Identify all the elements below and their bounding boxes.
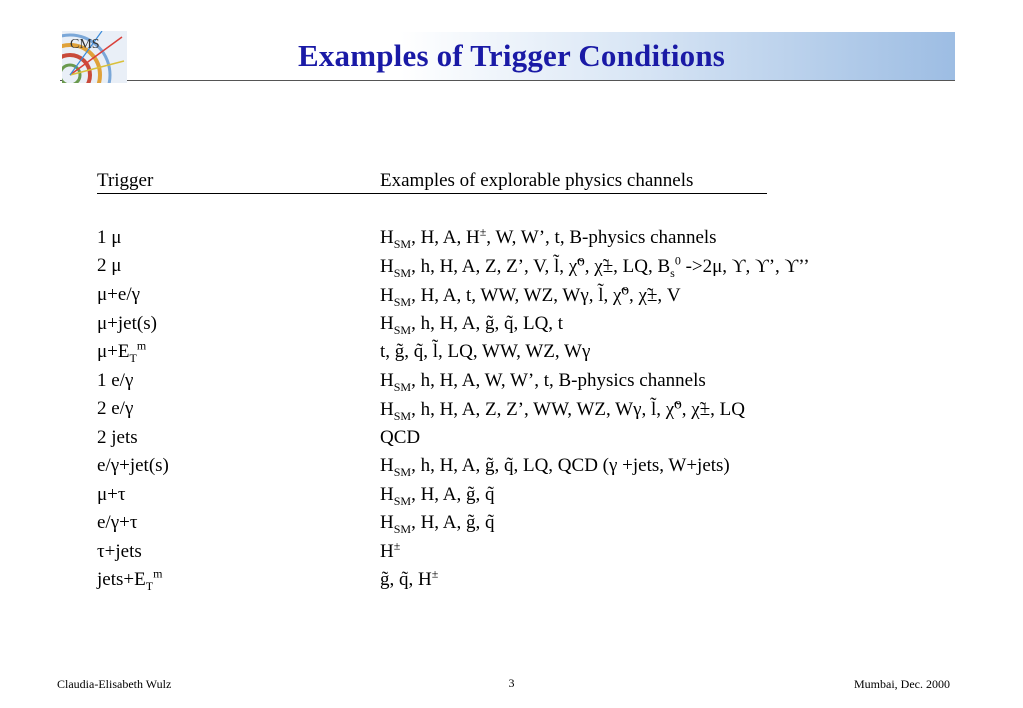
channels-cell: $H_{SM}$, H, A, H±, W, W’, t, B-physics channels bbox=[380, 224, 717, 251]
trigger-cell: 1 μ bbox=[97, 227, 122, 248]
table-row bbox=[0, 512, 1023, 540]
footer-author: Claudia-Elisabeth Wulz bbox=[57, 677, 172, 691]
channels-cell: $H_{SM}$, H, A, t, WW, WZ, Wγ, l̃, χ̃⁰, χ̃±, V bbox=[380, 285, 681, 309]
trigger-cell: 1 e/γ bbox=[97, 370, 134, 391]
table-row bbox=[0, 255, 1023, 283]
channels-cell: $H_{SM}$, h, H, A, g̃, q̃, LQ, t bbox=[380, 313, 564, 337]
table-row bbox=[0, 538, 1023, 569]
trigger-cell: $\mu+E_T^m$ bbox=[97, 338, 147, 365]
trigger-cell: 2 μ bbox=[97, 255, 122, 276]
logo-text: CMS bbox=[70, 37, 100, 52]
channels-cell: t, g̃, q̃, l̃, LQ, WW, WZ, Wγ bbox=[380, 341, 591, 362]
channels-cell: g̃, q̃, H± bbox=[380, 566, 439, 590]
trigger-cell: τ+jets bbox=[97, 541, 142, 562]
channels-cell: $H_{SM}$, h, H, A, g̃, q̃, LQ, QCD (γ +jets, W+jets) bbox=[380, 455, 730, 479]
footer-venue: Mumbai, Dec. 2000 bbox=[854, 677, 950, 691]
header-channels: Examples of explorable physics channels bbox=[380, 170, 694, 191]
trigger-cell: μ+jet(s) bbox=[97, 313, 157, 334]
table-row bbox=[0, 370, 1023, 398]
channels-cell: QCD bbox=[380, 427, 421, 448]
channels-cell: $H_{SM}$, h, H, A, W, W’, t, B-physics channels bbox=[380, 370, 706, 394]
header-trigger: Trigger bbox=[97, 170, 154, 191]
header-underline bbox=[97, 193, 767, 194]
table-row bbox=[0, 284, 1023, 312]
slide-title: Examples of Trigger Conditions bbox=[297, 38, 726, 73]
trigger-cell: μ+τ bbox=[97, 484, 126, 505]
trigger-cell: 2 e/γ bbox=[97, 398, 134, 419]
table-row bbox=[0, 566, 1023, 597]
trigger-cell: $jets+E_T^m$ bbox=[97, 566, 163, 593]
trigger-cell: 2 jets bbox=[97, 427, 138, 448]
trigger-cell: e/γ+τ bbox=[97, 512, 138, 533]
channels-cell: $H_{SM}$, H, A, g̃, q̃ bbox=[380, 484, 495, 508]
trigger-cell: e/γ+jet(s) bbox=[97, 455, 169, 476]
table-row bbox=[0, 224, 1023, 255]
table-row bbox=[0, 313, 1023, 341]
channels-cell: $H_{SM}$, H, A, g̃, q̃ bbox=[380, 512, 495, 536]
table-row bbox=[0, 398, 1023, 426]
table-row bbox=[0, 338, 1023, 369]
channels-cell: $H_{SM}$, h, H, A, Z, Z’, WW, WZ, Wγ, l̃, χ̃⁰, χ̃±, LQ bbox=[380, 399, 745, 423]
channels-cell: H± bbox=[380, 538, 401, 562]
trigger-cell: μ+e/γ bbox=[97, 284, 141, 305]
page-number: 3 bbox=[508, 676, 515, 690]
table-row bbox=[0, 455, 1023, 483]
channels-cell: $H_{SM}$, h, H, A, Z, Z’, V, l̃, χ̃⁰, χ̃±, LQ, $B_s^0$ ->2μ, ϒ, ϒ’, ϒ’’ bbox=[380, 253, 810, 280]
table-row bbox=[0, 484, 1023, 512]
table-row bbox=[0, 427, 1023, 455]
title-rule bbox=[60, 80, 955, 81]
